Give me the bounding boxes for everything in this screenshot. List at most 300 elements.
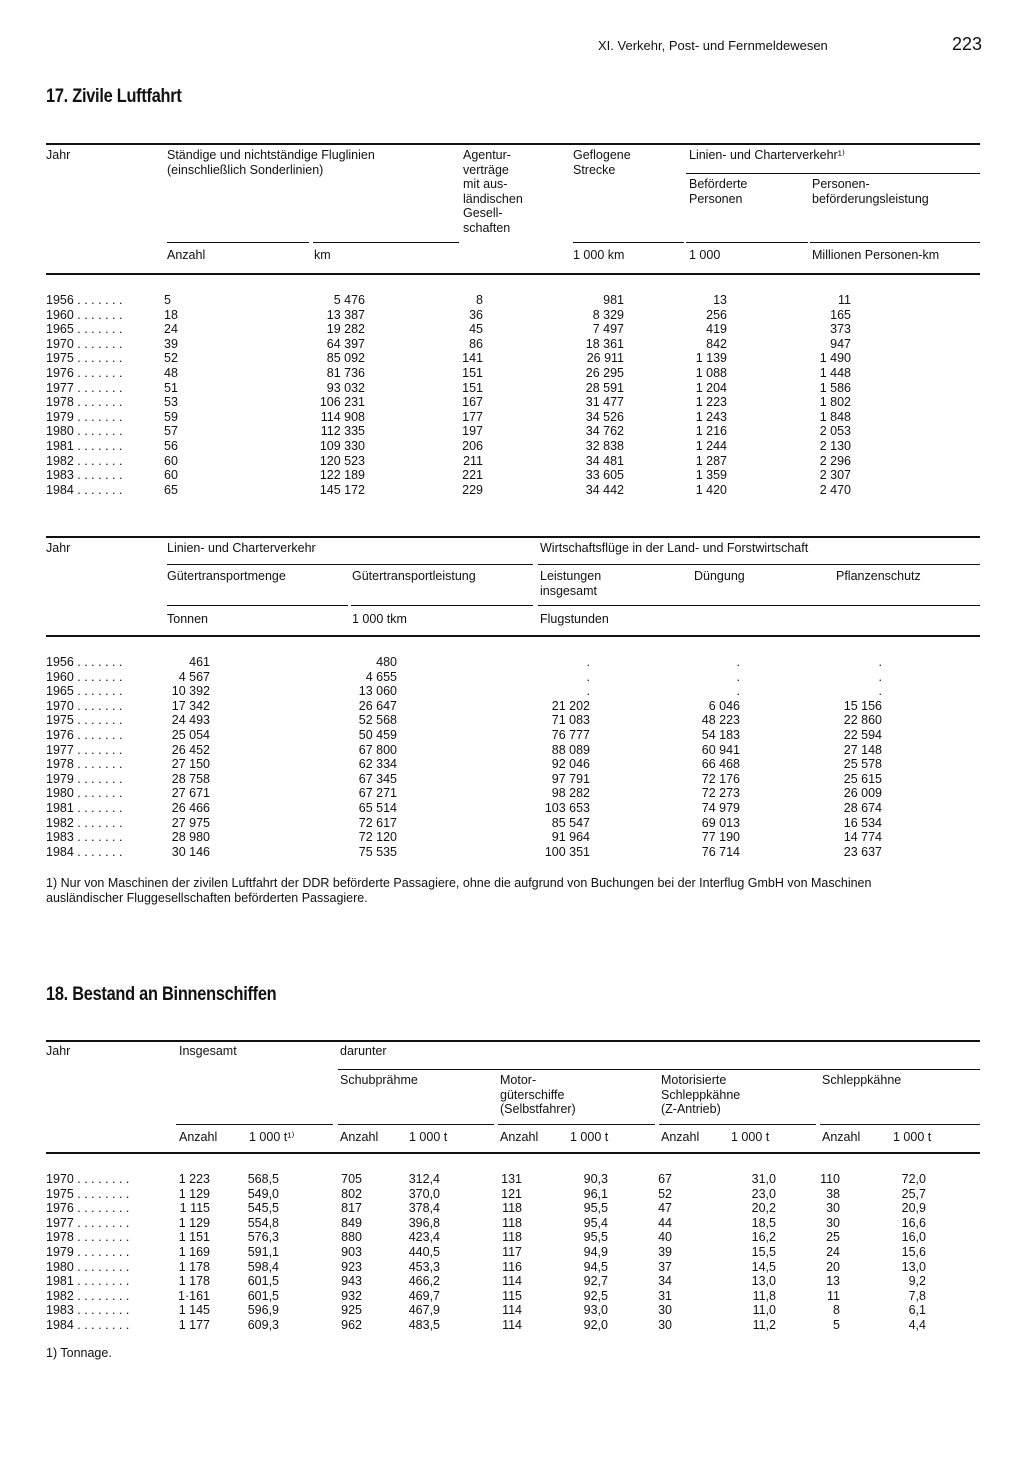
table-cell: 88 089	[551, 742, 590, 757]
unit-anzahl: Anzahl	[179, 1130, 218, 1144]
table-cell: 51	[164, 380, 178, 395]
table-cell: 114	[502, 1274, 522, 1289]
table-cell: .	[878, 684, 882, 699]
table-cell: 1984 . . . . . . . .	[46, 1317, 130, 1332]
table-cell: 22 594	[843, 727, 882, 742]
table-cell: 440,5	[408, 1244, 440, 1259]
table-cell: .	[586, 669, 590, 684]
table-cell: 31	[658, 1288, 672, 1303]
table-cell: 554,8	[247, 1215, 279, 1230]
table-cell: 30	[658, 1303, 672, 1318]
footnote-17: 1) Nur von Maschinen der zivilen Luftfahrt der DDR beförderte Passagiere, ohne die aufgrund von Buchungen bei der Interflug GmbH von Maschinen ausländischer Fluggesellschaften beförderten Passagiere.	[46, 876, 872, 905]
table-cell: 1975 . . . . . . . .	[46, 1186, 130, 1201]
table-cell: 30 146	[171, 844, 210, 859]
unit-1000km: 1 000 km	[573, 248, 625, 262]
table-cell: 177	[462, 409, 483, 424]
table-cell: 943	[341, 1274, 362, 1289]
table-cell: 1 448	[819, 365, 851, 380]
table-cell: 151	[462, 365, 483, 380]
header-rule	[176, 1124, 333, 1125]
strecke-column	[560, 293, 624, 497]
table-cell: 76 714	[701, 844, 740, 859]
table-cell: 1976 . . . . . . .	[46, 727, 123, 742]
unit-mio-pkm: Millionen Personen-km	[812, 248, 940, 262]
table-cell: 26 452	[171, 742, 210, 757]
table-cell: 38	[826, 1186, 840, 1201]
table-cell: 47	[658, 1201, 672, 1216]
table-cell: 93 032	[326, 380, 365, 395]
table-cell: 1 802	[819, 395, 851, 410]
table-cell: 1975 . . . . . . .	[46, 351, 123, 366]
table-cell: 849	[341, 1215, 362, 1230]
table-cell: 1970 . . . . . . .	[46, 336, 123, 351]
duengung-column	[680, 655, 740, 859]
table-cell: 1 178	[178, 1259, 210, 1274]
col-header-darunter: darunter	[340, 1044, 387, 1058]
table-cell: 5	[164, 293, 171, 307]
table-cell: 11,0	[752, 1303, 776, 1318]
table-cell: 601,5	[247, 1288, 279, 1303]
table-cell: 57	[164, 424, 178, 439]
table-cell: 4 567	[178, 669, 210, 684]
table-cell: 1 178	[178, 1274, 210, 1289]
table-cell: 1·161	[178, 1288, 210, 1303]
table-cell: 48	[164, 365, 178, 380]
table-cell: 60 941	[701, 742, 740, 757]
table-cell: 96,1	[583, 1186, 608, 1201]
table-cell: 453,3	[408, 1259, 440, 1274]
table-cell: 1983 . . . . . . .	[46, 468, 123, 483]
table-cell: 8	[476, 293, 483, 307]
table-cell: 1965 . . . . . . .	[46, 322, 123, 337]
table-cell: 131	[501, 1172, 522, 1186]
table-cell: 842	[706, 336, 727, 351]
table-cell: 1975 . . . . . . .	[46, 713, 123, 728]
table-cell: 67 271	[358, 786, 397, 801]
col-header-linien-charter: Linien- und Charterverkehr	[167, 541, 316, 555]
schub-anzahl-column	[320, 1172, 362, 1333]
table-cell: .	[736, 684, 740, 699]
header-rule	[351, 605, 533, 606]
table-cell: 40	[658, 1230, 672, 1245]
table-cell: 24	[826, 1244, 840, 1259]
unit-anzahl: Anzahl	[167, 248, 206, 262]
table-cell: 1 244	[695, 438, 727, 453]
header-rule	[538, 564, 980, 565]
table-cell: 72 273	[701, 786, 740, 801]
table-cell: 1978 . . . . . . .	[46, 395, 123, 410]
table-cell: 981	[603, 293, 624, 307]
unit-anzahl: Anzahl	[500, 1130, 539, 1144]
table-cell: 1956 . . . . . . .	[46, 655, 123, 669]
header-rule	[820, 1124, 980, 1125]
table-cell: 370,0	[408, 1186, 440, 1201]
table-cell: 11	[838, 293, 851, 307]
table-cell: 62 334	[358, 757, 397, 772]
leistung-column	[800, 293, 851, 497]
col-header-leistung: Personen- beförderungsleistung	[812, 177, 929, 206]
table-cell: 34 481	[585, 453, 624, 468]
header-rule	[313, 242, 459, 243]
table-cell: 52	[658, 1186, 672, 1201]
table-cell: 1960 . . . . . . .	[46, 669, 123, 684]
table-cell: .	[736, 669, 740, 684]
table-cell: 467,9	[408, 1303, 440, 1318]
table-cell: 26 911	[586, 351, 624, 366]
unit-flugstunden: Flugstunden	[540, 612, 609, 626]
table-cell: 9,2	[908, 1274, 926, 1289]
table-cell: 469,7	[408, 1288, 440, 1303]
table-cell: 1956 . . . . . . .	[46, 293, 123, 307]
table-cell: 28 980	[171, 830, 210, 845]
table-cell: 116	[502, 1259, 522, 1274]
unit-anzahl: Anzahl	[661, 1130, 700, 1144]
col-header-duengung: Düngung	[694, 569, 745, 583]
table-cell: 106 231	[319, 395, 365, 410]
table-cell: 1976 . . . . . . .	[46, 365, 123, 380]
table-cell: 85 547	[551, 815, 590, 830]
table-cell: 25	[826, 1230, 840, 1245]
table-cell: 30	[826, 1201, 840, 1216]
table-cell: 1970 . . . . . . . .	[46, 1172, 130, 1186]
table-cell: 378,4	[408, 1201, 440, 1216]
table-cell: 1981 . . . . . . . .	[46, 1274, 130, 1289]
table-cell: 8	[833, 1303, 840, 1318]
table-cell: 34 442	[585, 482, 624, 497]
table-cell: 1981 . . . . . . .	[46, 800, 123, 815]
mot-t-column	[740, 1172, 776, 1333]
table-cell: 1980 . . . . . . . .	[46, 1259, 130, 1274]
table-cell: 60	[164, 453, 178, 468]
table-cell: 221	[462, 468, 483, 483]
table-cell: 480	[376, 655, 397, 669]
table-17-title: 17. Zivile Luftfahrt	[46, 86, 182, 107]
table-cell: 1978 . . . . . . .	[46, 757, 123, 772]
table-cell: 34	[658, 1274, 672, 1289]
table-cell: .	[736, 655, 740, 669]
table-cell: 1 216	[695, 424, 727, 439]
tkm-column	[340, 655, 397, 859]
table-cell: 1 204	[695, 380, 727, 395]
col-header-insgesamt: Insgesamt	[179, 1044, 237, 1058]
year-column	[46, 293, 122, 497]
table-cell: 1977 . . . . . . . .	[46, 1215, 130, 1230]
footnote-18: 1) Tonnage.	[46, 1346, 112, 1360]
table-cell: 13	[713, 293, 727, 307]
table-cell: 18	[164, 307, 178, 322]
table-cell: .	[586, 684, 590, 699]
table-cell: 94,5	[583, 1259, 608, 1274]
table-cell: 114	[502, 1303, 522, 1318]
table-cell: 1970 . . . . . . .	[46, 698, 123, 713]
table-cell: .	[878, 655, 882, 669]
table-cell: 91 964	[551, 830, 590, 845]
table-cell: 45	[469, 322, 483, 337]
table-cell: 59	[164, 409, 178, 424]
table-18-title: 18. Bestand an Binnenschiffen	[46, 984, 277, 1005]
table-cell: 26 466	[171, 800, 210, 815]
table-cell: 65	[164, 482, 178, 497]
table-cell: 947	[830, 336, 851, 351]
table-cell: 39	[658, 1244, 672, 1259]
header-bottom-rule	[46, 1152, 980, 1154]
unit-anzahl: Anzahl	[340, 1130, 379, 1144]
table-cell: 13 387	[326, 307, 365, 322]
table-cell: 1 848	[819, 409, 851, 424]
table-cell: 923	[341, 1259, 362, 1274]
table-cell: 925	[341, 1303, 362, 1318]
table-cell: 67	[658, 1172, 672, 1186]
table-cell: 1 139	[695, 351, 727, 366]
table-cell: 1976 . . . . . . . .	[46, 1201, 130, 1216]
table-cell: 26 647	[358, 698, 397, 713]
table-cell: 95,4	[583, 1215, 608, 1230]
table-cell: 92 046	[551, 757, 590, 772]
col-header-leistungen: Leistungen insgesamt	[540, 569, 602, 598]
table-cell: 4,4	[908, 1317, 926, 1332]
table-cell: 18 361	[585, 336, 624, 351]
table-cell: 1981 . . . . . . .	[46, 438, 123, 453]
table-cell: 206	[462, 438, 483, 453]
table-cell: 4 655	[365, 669, 397, 684]
table-cell: 100 351	[544, 844, 590, 859]
table-cell: 52 568	[358, 713, 397, 728]
table-cell: 1 243	[695, 409, 727, 424]
table-cell: 39	[164, 336, 178, 351]
table-cell: 932	[341, 1288, 362, 1303]
table-cell: 6,1	[908, 1303, 926, 1318]
schlepp-anzahl-column	[810, 1172, 840, 1333]
table-cell: 1 420	[695, 482, 727, 497]
col-header-motorisierte: Motorisierte Schleppkähne (Z-Antrieb)	[661, 1073, 741, 1116]
col-header-jahr: Jahr	[46, 148, 71, 162]
table-cell: 2 130	[819, 438, 851, 453]
table-cell: 81 736	[326, 365, 365, 380]
table-cell: 16 534	[843, 815, 882, 830]
table-cell: 72 120	[358, 830, 397, 845]
table-cell: 20,9	[901, 1201, 926, 1216]
table-cell: 24 493	[171, 713, 210, 728]
table-cell: 31,0	[751, 1172, 776, 1186]
table-cell: 312,4	[408, 1172, 440, 1186]
table-cell: 1 129	[178, 1215, 210, 1230]
table-cell: 13	[826, 1274, 840, 1289]
table-cell: 74 979	[701, 800, 740, 815]
table-cell: 20,2	[751, 1201, 776, 1216]
unit-anzahl: Anzahl	[822, 1130, 861, 1144]
unit-1000t: 1 000 t	[893, 1130, 932, 1144]
table-cell: 117	[502, 1244, 522, 1259]
table-cell: 72,0	[901, 1172, 926, 1186]
table-cell: 1979 . . . . . . .	[46, 771, 123, 786]
table-cell: 27 148	[843, 742, 882, 757]
table-cell: 11,8	[752, 1288, 776, 1303]
pflanzenschutz-column	[820, 655, 882, 859]
table-cell: 229	[462, 482, 483, 497]
col-header-befoerderte: Beförderte Personen	[689, 177, 748, 206]
header-rule	[498, 1124, 655, 1125]
table-cell: 1984 . . . . . . .	[46, 844, 123, 859]
schub-t-column	[400, 1172, 440, 1333]
table-cell: 67 800	[358, 742, 397, 757]
col-header-fluglinien: Ständige und nichtständige Fluglinien (einschließlich Sonderlinien)	[167, 148, 375, 177]
table-cell: 92,7	[583, 1274, 608, 1289]
table-cell: 1982 . . . . . . .	[46, 453, 123, 468]
table-cell: 30	[658, 1317, 672, 1332]
table-cell: 197	[462, 424, 483, 439]
table-cell: 1983 . . . . . . .	[46, 830, 123, 845]
table-cell: 23,0	[751, 1186, 776, 1201]
page-number: 223	[952, 34, 983, 54]
table-cell: 1979 . . . . . . . .	[46, 1244, 130, 1259]
mot-anzahl-column	[650, 1172, 672, 1333]
col-header-jahr: Jahr	[46, 1044, 71, 1058]
table-cell: 26 009	[843, 786, 882, 801]
unit-tonnen: Tonnen	[167, 612, 209, 626]
km-column	[300, 293, 365, 497]
table-cell: 27 150	[171, 757, 210, 772]
table-cell: 817	[341, 1201, 362, 1216]
table-cell: 167	[462, 395, 483, 410]
unit-1000t: 1 000 t	[570, 1130, 609, 1144]
table-cell: 114 908	[320, 409, 365, 424]
header-rule	[167, 564, 533, 565]
table-cell: 419	[706, 322, 727, 337]
table-cell: 95,5	[583, 1201, 608, 1216]
col-header-motorgueterschiffe: Motor- güterschiffe (Selbstfahrer)	[500, 1073, 576, 1116]
table-cell: 13,0	[901, 1259, 926, 1274]
table-cell: 17 342	[171, 698, 210, 713]
table-cell: 16,6	[901, 1215, 926, 1230]
col-header-strecke: Geflogene Strecke	[573, 148, 631, 177]
table-cell: 1980 . . . . . . .	[46, 786, 123, 801]
table-cell: 5 476	[333, 293, 365, 307]
table-cell: 466,2	[408, 1274, 440, 1289]
table-cell: 2 470	[819, 482, 851, 497]
col-header-wirtschaftsfluege: Wirtschaftsflüge in der Land- und Forstwirtschaft	[540, 541, 809, 555]
table-cell: 962	[341, 1317, 362, 1332]
table-cell: 27 671	[171, 786, 210, 801]
table-cell: 56	[164, 438, 178, 453]
header-rule	[810, 242, 980, 243]
table-cell: 1 287	[695, 453, 727, 468]
table-top-rule	[46, 1040, 980, 1042]
table-cell: 1979 . . . . . . .	[46, 409, 123, 424]
table-cell: 609,3	[247, 1317, 279, 1332]
table-cell: 34 762	[585, 424, 624, 439]
menge-column	[150, 655, 210, 859]
col-header-schubpraehme: Schubprähme	[340, 1073, 418, 1087]
table-cell: 1965 . . . . . . .	[46, 684, 123, 699]
table-cell: 54 183	[701, 727, 740, 742]
table-cell: .	[586, 655, 590, 669]
table-cell: 15,5	[751, 1244, 776, 1259]
table-cell: 66 468	[701, 757, 740, 772]
header-rule	[338, 1124, 494, 1125]
table-cell: 114	[502, 1317, 522, 1332]
table-cell: 1978 . . . . . . . .	[46, 1230, 130, 1245]
col-header-schleppkaehne: Schleppkähne	[822, 1073, 902, 1087]
table-cell: 1 088	[695, 365, 727, 380]
table-cell: 1982 . . . . . . .	[46, 815, 123, 830]
table-cell: 30	[826, 1215, 840, 1230]
section-header: XI. Verkehr, Post- und Fernmeldewesen	[598, 38, 828, 53]
table-cell: 1960 . . . . . . .	[46, 307, 123, 322]
schlepp-t-column	[890, 1172, 926, 1333]
year-column	[46, 1172, 129, 1333]
table-cell: 24	[164, 322, 178, 337]
table-cell: 576,3	[247, 1230, 279, 1245]
table-cell: 34 526	[585, 409, 624, 424]
table-cell: 25 615	[843, 771, 882, 786]
table-cell: 98 282	[551, 786, 590, 801]
table-cell: 118	[502, 1230, 522, 1245]
table-top-rule	[46, 536, 980, 538]
table-cell: 67 345	[358, 771, 397, 786]
header-rule	[338, 1069, 980, 1070]
table-cell: 1 151	[178, 1230, 210, 1245]
table-cell: 1 115	[179, 1201, 210, 1216]
table-cell: 118	[502, 1215, 522, 1230]
table-cell: 903	[341, 1244, 362, 1259]
ins-t-column	[230, 1172, 279, 1333]
table-cell: 373	[830, 322, 851, 337]
table-cell: 705	[341, 1172, 362, 1186]
table-cell: 1977 . . . . . . .	[46, 742, 123, 757]
unit-1000t: 1 000 t	[731, 1130, 770, 1144]
table-cell: 72 617	[358, 815, 397, 830]
table-cell: 1 177	[178, 1317, 210, 1332]
table-cell: 396,8	[408, 1215, 440, 1230]
table-cell: 77 190	[701, 830, 740, 845]
unit-1000t-footnote: 1 000 t¹⁾	[249, 1130, 295, 1144]
table-cell: 1977 . . . . . . .	[46, 380, 123, 395]
table-cell: 121	[501, 1186, 522, 1201]
table-cell: 461	[189, 655, 210, 669]
table-cell: 19 282	[326, 322, 365, 337]
year-column	[46, 655, 122, 859]
table-cell: .	[878, 669, 882, 684]
motor-anzahl-column	[490, 1172, 522, 1333]
table-cell: 1 145	[178, 1303, 210, 1318]
table-cell: 1 223	[695, 395, 727, 410]
table-cell: 423,4	[408, 1230, 440, 1245]
table-cell: 16,2	[751, 1230, 776, 1245]
table-cell: 256	[706, 307, 727, 322]
table-cell: 14,5	[751, 1259, 776, 1274]
table-cell: 23 637	[843, 844, 882, 859]
table-cell: 596,9	[247, 1303, 279, 1318]
table-cell: 26 295	[585, 365, 624, 380]
table-cell: 65 514	[358, 800, 397, 815]
header-rule	[686, 173, 980, 174]
header-bottom-rule	[46, 273, 980, 275]
table-cell: 95,5	[583, 1230, 608, 1245]
anzahl-column	[164, 293, 178, 497]
table-cell: 1 223	[178, 1172, 210, 1186]
table-cell: 120 523	[319, 453, 365, 468]
table-cell: 18,5	[751, 1215, 776, 1230]
table-cell: 1 359	[695, 468, 727, 483]
table-cell: 28 591	[585, 380, 624, 395]
personen-column	[680, 293, 727, 497]
table-cell: 92,5	[583, 1288, 608, 1303]
col-header-guetermenge: Gütertransportmenge	[167, 569, 286, 583]
ins-anzahl-column	[160, 1172, 210, 1333]
table-cell: 86	[469, 336, 483, 351]
table-cell: 31 477	[585, 395, 624, 410]
table-cell: 591,1	[247, 1244, 279, 1259]
